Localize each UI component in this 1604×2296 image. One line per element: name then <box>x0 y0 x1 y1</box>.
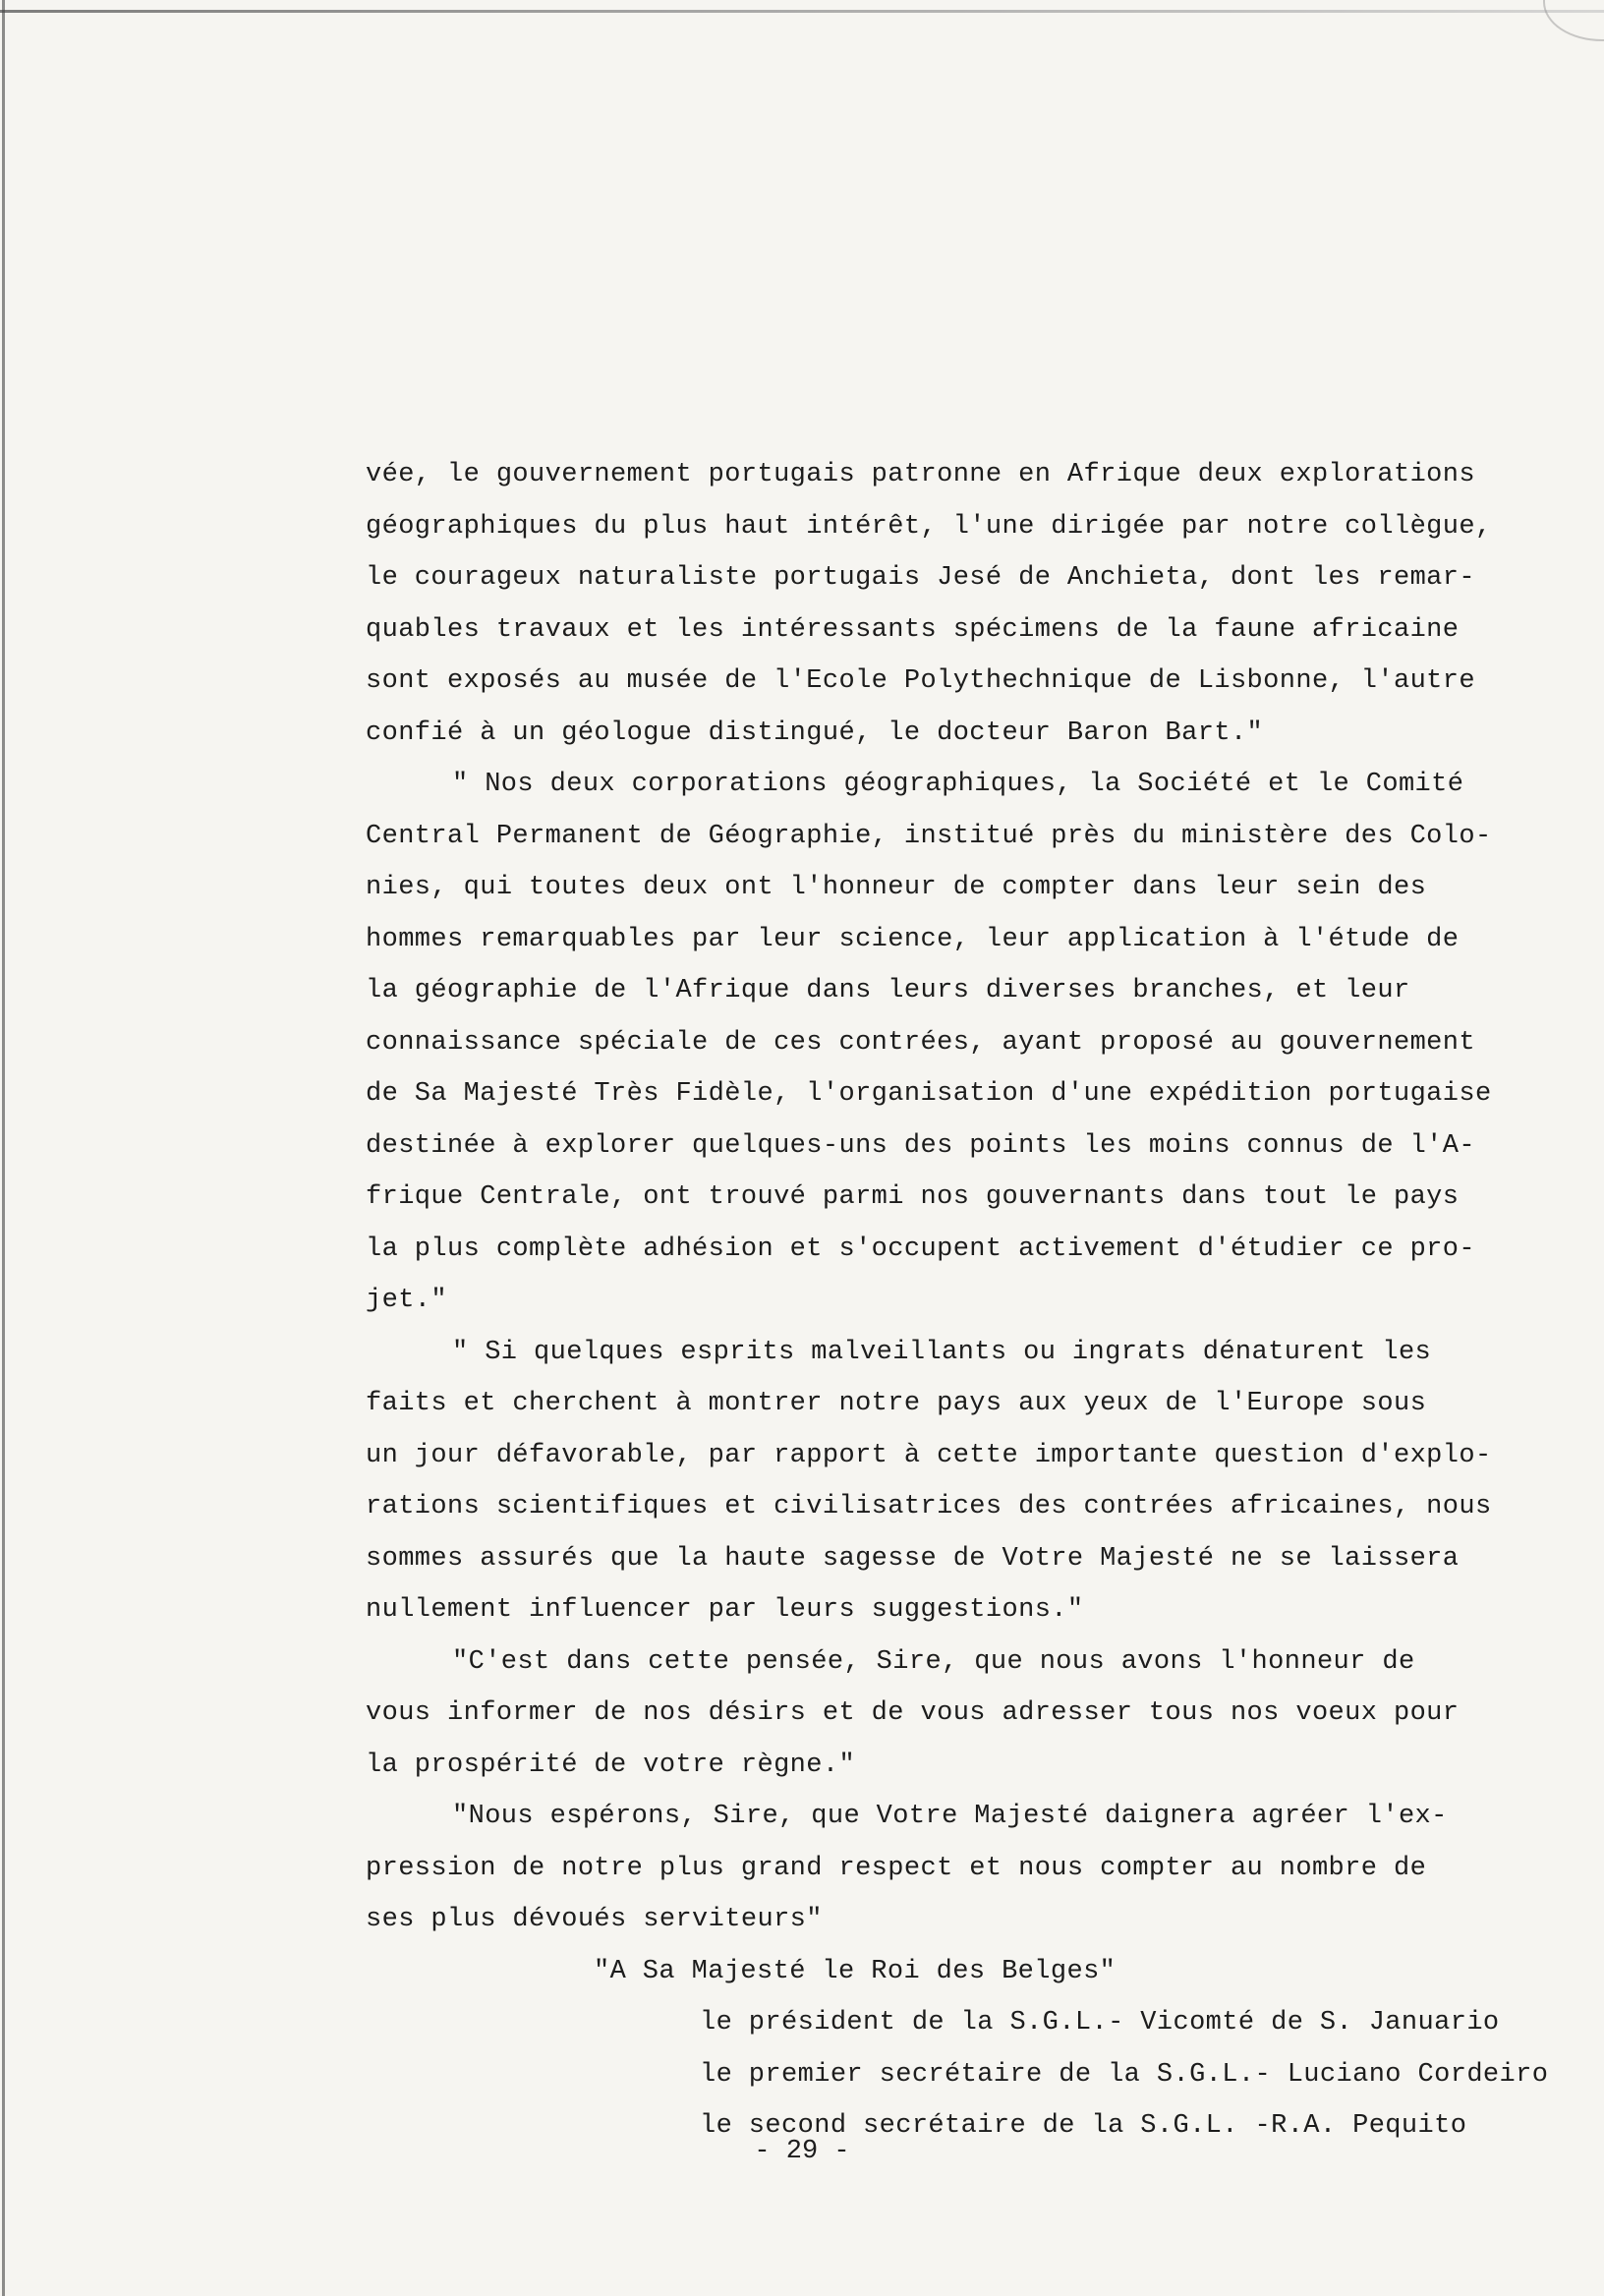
scan-left-edge <box>2 0 5 2296</box>
text-line: "C'est dans cette pensée, Sire, que nous avons l'honneur de <box>452 1646 1415 1677</box>
addressee-line: "A Sa Majesté le Roi des Belges" <box>594 1956 1117 1986</box>
text-line: rations scientifiques et civilisatrices des contrées africaines, nous <box>366 1492 1492 1521</box>
scan-top-edge <box>0 10 1604 13</box>
text-line: nies, qui toutes deux ont l'honneur de compter dans leur sein des <box>366 873 1427 902</box>
text-line: nullement influencer par leurs suggestions." <box>366 1595 1084 1625</box>
text-line: le courageux naturaliste portugais Jesé de Anchieta, dont les remar- <box>366 563 1475 593</box>
text-line: " Si quelques esprits malveillants ou ingrats dénaturent les <box>452 1337 1432 1367</box>
page-number: - 29 - <box>754 2137 850 2166</box>
text-line: ses plus dévoués serviteurs" <box>366 1905 823 1934</box>
signature-line: le président de la S.G.L.- Vicomté de S. Januario <box>700 2008 1500 2038</box>
text-line: jet." <box>366 1286 448 1315</box>
text-line: la géographie de l'Afrique dans leurs diverses branches, et leur <box>366 976 1410 1005</box>
text-line: pression de notre plus grand respect et nous compter au nombre de <box>366 1853 1427 1883</box>
signature-line: le premier secrétaire de la S.G.L.- Luciano Cordeiro <box>700 2059 1549 2090</box>
text-line: connaissance spéciale de ces contrées, ayant proposé au gouvernement <box>366 1027 1475 1058</box>
text-line: vée, le gouvernement portugais patronne en Afrique deux explorations <box>366 460 1475 489</box>
text-line: vous informer de nos désirs et de vous adresser tous nos voeux pour <box>366 1698 1460 1728</box>
signature-line: le second secrétaire de la S.G.L. -R.A. Pequito <box>700 2111 1467 2141</box>
text-line: un jour défavorable, par rapport à cette importante question d'explo- <box>366 1440 1492 1470</box>
text-line: de Sa Majesté Très Fidèle, l'organisation d'une expédition portugaise <box>366 1079 1492 1109</box>
text-line: Central Permanent de Géographie, institué près du ministère des Colo- <box>366 821 1492 851</box>
text-line: frique Centrale, ont trouvé parmi nos gouvernants dans tout le pays <box>366 1182 1460 1212</box>
letter-body <box>366 449 1565 2152</box>
text-line: " Nos deux corporations géographiques, la Société et le Comité <box>452 770 1464 799</box>
text-line: la plus complète adhésion et s'occupent activement d'étudier ce pro- <box>366 1234 1475 1264</box>
text-line: la prospérité de votre règne." <box>366 1750 856 1780</box>
text-line: quables travaux et les intéressants spécimens de la faune africaine <box>366 614 1460 645</box>
text-line: faits et cherchent à montrer notre pays aux yeux de l'Europe sous <box>366 1389 1427 1418</box>
text-line: sommes assurés que la haute sagesse de Votre Majesté ne se laissera <box>366 1543 1460 1574</box>
text-line: géographiques du plus haut intérêt, l'une dirigée par notre collègue, <box>366 511 1492 542</box>
page-corner-fold <box>1543 0 1604 41</box>
text-line: destinée à explorer quelques-uns des points les moins connus de l'A- <box>366 1130 1475 1161</box>
text-line: hommes remarquables par leur science, leur application à l'étude de <box>366 924 1460 954</box>
text-line: "Nous espérons, Sire, que Votre Majesté daignera agréer l'ex- <box>452 1802 1448 1831</box>
text-line: sont exposés au musée de l'Ecole Polythechnique de Lisbonne, l'autre <box>366 666 1475 696</box>
text-line: confié à un géologue distingué, le docteur Baron Bart." <box>366 718 1264 748</box>
